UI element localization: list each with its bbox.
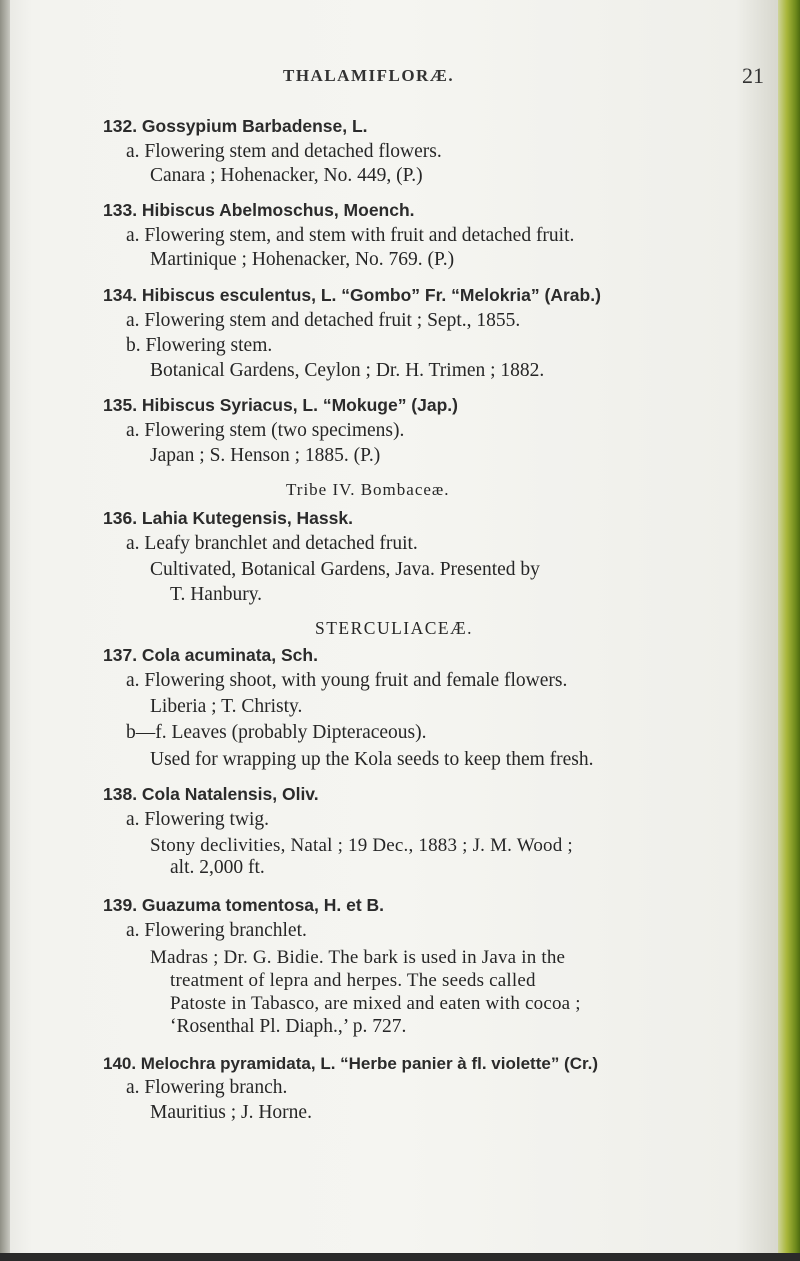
entry-heading-137: 137. Cola acuminata, Sch. (103, 645, 318, 665)
entry-heading-132: 132. Gossypium Barbadense, L. (103, 116, 368, 136)
family-heading: STERCULIACEÆ. (315, 618, 474, 638)
running-title: THALAMIFLORÆ. (283, 66, 455, 85)
note-line: Madras ; Dr. G. Bidie. The bark is used in Java in the (150, 947, 566, 968)
locality-line-continued: alt. 2,000 ft. (170, 857, 265, 878)
locality-line: Canara ; Hohenacker, No. 449, (P.) (150, 165, 423, 186)
specimen-line: a. Flowering shoot, with young fruit and female flowers. (126, 670, 568, 691)
note-line-continued: treatment of lepra and herpes. The seeds called (170, 970, 536, 991)
note-line: Used for wrapping up the Kola seeds to keep them fresh. (150, 749, 594, 770)
specimen-line: a. Flowering stem, and stem with fruit and detached fruit. (126, 225, 575, 246)
locality-line: Martinique ; Hohenacker, No. 769. (P.) (150, 249, 455, 270)
specimen-line: b. Flowering stem. (126, 335, 273, 356)
note-line-continued: ‘Rosenthal Pl. Diaph.,’ p. 727. (170, 1016, 407, 1037)
locality-line-continued: T. Hanbury. (170, 584, 263, 605)
specimen-line: a. Flowering branchlet. (126, 920, 307, 941)
locality-line: Japan ; S. Henson ; 1885. (P.) (150, 445, 381, 466)
entry-heading-133: 133. Hibiscus Abelmoschus, Moench. (103, 200, 415, 220)
entry-heading-138: 138. Cola Natalensis, Oliv. (103, 784, 319, 804)
page-number: 21 (742, 63, 764, 88)
specimen-line: a. Flowering stem and detached flowers. (126, 141, 442, 162)
locality-line: Cultivated, Botanical Gardens, Java. Presented by (150, 559, 540, 580)
specimen-line: b—f. Leaves (probably Dipteraceous). (126, 722, 427, 743)
specimen-line: a. Flowering stem and detached fruit ; Sept., 1855. (126, 310, 521, 331)
note-line-continued: Patoste in Tabasco, are mixed and eaten with cocoa ; (170, 993, 581, 1014)
locality-line: Stony declivities, Natal ; 19 Dec., 1883 ; J. M. Wood ; (150, 835, 573, 856)
locality-line: Liberia ; T. Christy. (150, 696, 303, 717)
entry-heading-140: 140. Melochra pyramidata, L. “Herbe panier à fl. violette” (Cr.) (103, 1054, 599, 1073)
specimen-line: a. Flowering stem (two specimens). (126, 420, 405, 441)
tribe-heading: Tribe IV. Bombaceæ. (286, 480, 450, 499)
specimen-line: a. Flowering twig. (126, 809, 269, 830)
entry-heading-135: 135. Hibiscus Syriacus, L. “Mokuge” (Jap.) (103, 395, 458, 415)
entry-heading-139: 139. Guazuma tomentosa, H. et B. (103, 895, 385, 915)
specimen-line: a. Flowering branch. (126, 1077, 288, 1098)
locality-line: Botanical Gardens, Ceylon ; Dr. H. Trimen ; 1882. (150, 360, 545, 381)
specimen-line: a. Leafy branchlet and detached fruit. (126, 533, 418, 554)
entry-heading-136: 136. Lahia Kutegensis, Hassk. (103, 508, 353, 528)
entry-heading-134: 134. Hibiscus esculentus, L. “Gombo” Fr. “Melokria” (Arab.) (103, 285, 601, 305)
locality-line: Mauritius ; J. Horne. (150, 1102, 312, 1123)
